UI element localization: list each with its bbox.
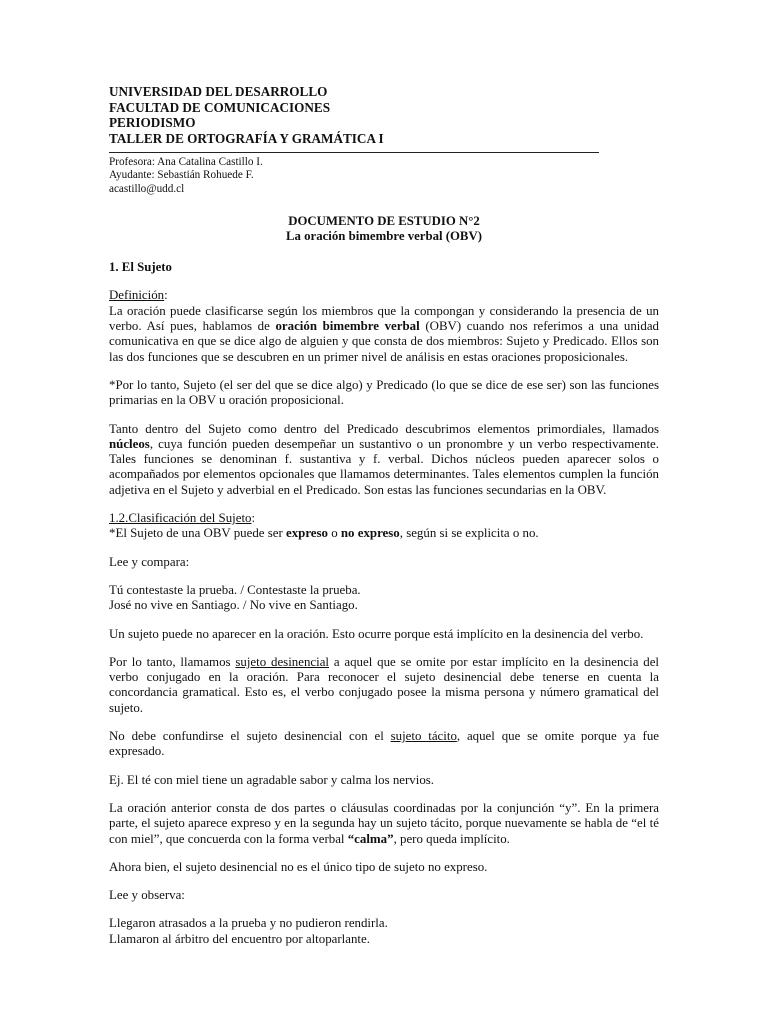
paragraph-oracion-anterior: La oración anterior consta de dos partes o cláusulas coordinadas por la conjunción “y”. En la primera parte, el sujeto aparece expreso y en la segunda hay un sujeto tácito, porque nuevamente se habla de “el té con miel”, que concuerda con la forma verbal “calma”, pero queda implícito. bbox=[109, 800, 659, 846]
term-calma: “calma” bbox=[347, 831, 394, 846]
definition-paragraph: La oración puede clasificarse según los miembros que la compongan y considerando la presencia de un verbo. Así pues, hablamos de oración bimembre verbal (OBV) cuando nos referimos a una unidad comunicativa en que se dice algo de alguien y que consta de dos miembros: Sujeto y Predicado. Ellos son las dos funciones que se descubren en un primer nivel de análisis en estas oraciones proposicionales. bbox=[109, 303, 659, 364]
term-no-expreso: no expreso bbox=[340, 526, 400, 541]
example-te-con-miel: Ej. El té con miel tiene un agradable sabor y calma los nervios. bbox=[109, 772, 435, 787]
term-obv: oración bimembre verbal bbox=[275, 319, 420, 334]
term-sujeto-tacito: sujeto tácito bbox=[390, 729, 457, 744]
faculty-name: FACULTAD DE COMUNICACIONES bbox=[109, 99, 331, 115]
term-sujeto-desinencial: sujeto desinencial bbox=[235, 654, 329, 669]
section-heading-sujeto: 1. El Sujeto bbox=[109, 260, 172, 275]
example-3: Llegaron atrasados a la prueba y no pudieron rendirla. bbox=[109, 916, 388, 931]
instruction-compare: Lee y compara: bbox=[109, 554, 190, 569]
paragraph-primary-functions: *Por lo tanto, Sujeto (el ser del que se dice algo) y Predicado (lo que se dice de ese ser) son las funciones primarias en la OBV u oración proposicional. bbox=[109, 377, 659, 408]
paragraph-sujeto-desinencial: Por lo tanto, llamamos sujeto desinencial a aquel que se omite por estar implícito en la desinencia del verbo conjugado en la oración. Para reconocer el sujeto desinencial debe tenerse en cuenta la concordancia gramatical. Esto es, el verbo conjugado posee la misma persona y número gramatical del sujeto. bbox=[109, 654, 659, 715]
term-expreso: expreso bbox=[285, 526, 328, 541]
definition-label: Definición bbox=[109, 288, 165, 303]
document-subtitle: La oración bimembre verbal (OBV) bbox=[286, 229, 482, 244]
paragraph-implicit: Un sujeto puede no aparecer en la oración. Esto ocurre porque está implícito en la desinencia del verbo. bbox=[109, 626, 644, 641]
paragraph-ahora-bien: Ahora bien, el sujeto desinencial no es el único tipo de sujeto no expreso. bbox=[109, 859, 488, 874]
university-name: UNIVERSIDAD DEL DESARROLLO bbox=[109, 84, 328, 99]
header-divider bbox=[109, 152, 599, 153]
paragraph-nucleos: Tanto dentro del Sujeto como dentro del Predicado descubrimos elementos primordiales, llamados núcleos, cuya función pueden desempeñar un sustantivo o un pronombre y un verbo respectivamente. Tales funciones se denominan f. sustantiva y f. verbal. Dichos núcleos pueden aparecer solos o acompañados por elementos opcionales que llamamos determinantes. Tales elementos cumplen la función adjetiva en el Sujeto y adverbial en el Predicado. Son estas las funciones secundarias en la OBV. bbox=[109, 421, 659, 497]
definition-label-line: Definición: bbox=[109, 288, 168, 303]
example-1: Tú contestaste la prueba. / Contestaste la prueba. bbox=[109, 582, 361, 597]
subsection-heading-clasificacion: 1.2.Clasificación del Sujeto: bbox=[109, 511, 256, 526]
document-title: DOCUMENTO DE ESTUDIO N°2 bbox=[288, 213, 480, 228]
professor-line: Profesora: Ana Catalina Castillo I. bbox=[109, 156, 263, 168]
instruction-observe: Lee y observa: bbox=[109, 888, 185, 903]
assistant-line: Ayudante: Sebastián Rohuede F. bbox=[109, 169, 254, 182]
course-name: TALLER DE ORTOGRAFÍA Y GRAMÁTICA I bbox=[109, 130, 384, 146]
term-nucleos: núcleos bbox=[109, 436, 150, 451]
paragraph-sujeto-tacito: No debe confundirse el sujeto desinencial con el sujeto tácito, aquel que se omite porque ya fue expresado. bbox=[109, 729, 660, 759]
paragraph-expreso: *El Sujeto de una OBV puede ser expreso o no expreso, según si se explicita o no. bbox=[109, 526, 539, 541]
program-name: PERIODISMO bbox=[109, 115, 196, 130]
document-body bbox=[109, 84, 659, 947]
email-line: acastillo@udd.cl bbox=[109, 182, 185, 195]
example-4: Llamaron al árbitro del encuentro por altoparlante. bbox=[109, 931, 370, 946]
example-2: José no vive en Santiago. / No vive en Santiago. bbox=[109, 598, 358, 613]
